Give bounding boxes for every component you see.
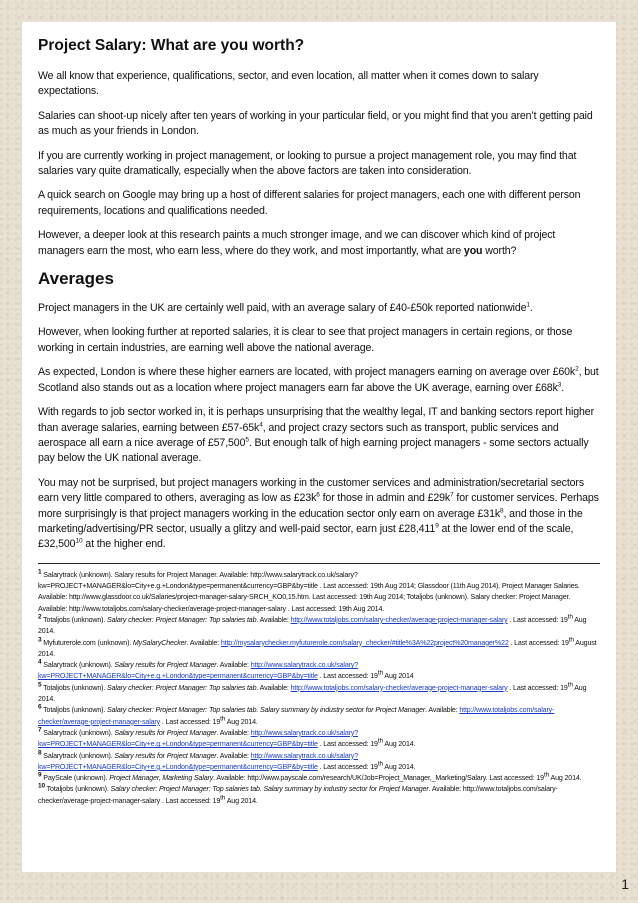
footnote-ref: 9 bbox=[435, 522, 439, 530]
averages-paragraph-4: With regards to job sector worked in, it is perhaps unsurprising that the wealthy legal, IT and banking sectors report higher than average salaries, earning between $£57-65k^4$, and project crazy sectors such as transport, public services and aerospace all earn a nice average of £57,500$^5$. But enough talk of high earning project managers - some sectors actually pay below the UK national average. bbox=[38, 406, 594, 465]
footnotes bbox=[38, 570, 600, 807]
page-title: Project Salary: What are you worth? bbox=[38, 37, 305, 54]
footnote-ref: 6 bbox=[316, 491, 320, 499]
page-number: 1 bbox=[621, 876, 629, 892]
emphasis-you: you bbox=[463, 244, 483, 257]
footnote-7: $^7$ Salarytrack (unknown). Salary results for Project Manager. Available: http://www.salarytrack.co.uk/salary?kw=PROJECT+MANAGER&lo=City+e.g.+London&type=permanent&currency=GBP&by=title . Last accessed: 19th Aug 2014. bbox=[38, 726, 416, 749]
footnote-ref: 3 bbox=[557, 381, 562, 389]
footnote-ref: 4 bbox=[259, 420, 263, 428]
footnote-ref: 10 bbox=[75, 537, 83, 545]
averages-paragraph-5: You may not be surprised, but project managers working in the customer services and administration/secretarial sectors earn very little compared to others, averaging as low as $£23k^6$ for those in admin and $£29k^7$ for customer services. Perhaps more surprisingly is that project managers working in the education sector only earn on average $£31k^8$, and those in the marketing/advertising/PR sector, usually a glitzy and well-paid sector, earn just £28,411$^9$ at the lower end of the scale, £32,500$^{10}$ at the higher end. bbox=[38, 476, 599, 551]
intro-paragraph-2: Salaries can shoot-up nicely after ten years of working in your particular field, or you might find that you aren’t getting paid as much as your friends in London. bbox=[38, 109, 593, 138]
averages-paragraph-3: As expected, London is where these higher earners are located, with project managers earning on average over $£60k^2$, but Scotland also stands out as a location where project managers earn far above the UK average, earning over $£68k^3$. bbox=[38, 365, 599, 394]
footnote-link[interactable]: http://www.salarytrack.co.uk/salary?kw=PROJECT+MANAGER&lo=City+e.g.+London&type=permanent&currency=GBP&by=title bbox=[38, 728, 359, 749]
footnote-10: $^{10}$ Totaljobs (unknown). Salary checker: Project Manager: Top salaries tab. Salary summary by industry sector for Project Manager. Available: http://www.totaljobs.com/salary-checker/average-project-manager-salary . Last accessed: 19th Aug 2014. bbox=[38, 783, 558, 805]
footnote-5: $^5$ Totaljobs (unknown). Salary checker: Project Manager: Top salaries tab. Available: http://www.totaljobs.com/salary-checker/average-project-manager-salary . Last accessed: 19th Aug 2014. bbox=[38, 681, 587, 704]
footnote-link[interactable]: http://www.totaljobs.com/salary-checker/average-project-manager-salary bbox=[290, 683, 508, 692]
footnote-link[interactable]: http://www.totaljobs.com/salary-checker/average-project-manager-salary bbox=[38, 706, 555, 726]
footnote-link[interactable]: http://www.salarytrack.co.uk/salary?kw=PROJECT+MANAGER&lo=City+e.g.+London&type=permanent&currency=GBP&by=title bbox=[38, 661, 359, 681]
footnote-divider bbox=[38, 563, 600, 564]
footnote-link[interactable]: http://www.totaljobs.com/salary-checker/average-project-manager-salary bbox=[290, 615, 508, 624]
footnote-9: $^9$ PayScale (unknown). Project Manager, Marketing Salary. Available: http://www.payscale.com/research/UK/Job=Project_Manager,_Marketing/Salary. Last accessed: 19th Aug 2014. bbox=[38, 771, 582, 783]
section-heading-averages: Averages bbox=[38, 269, 114, 289]
intro-paragraph-3: If you are currently working in project management, or looking to pursue a project management role, you may find that salaries vary quite dramatically, especially when the above factors are taken into consideration. bbox=[38, 149, 577, 178]
footnote-ref: 7 bbox=[450, 491, 454, 499]
intro-paragraph-5: However, a deeper look at this research paints a much stronger image, and we can discover which kind of project managers earn the most, who earn less, where do they work, and most importantly, what are you worth? bbox=[38, 229, 556, 257]
footnote-link[interactable]: http://mysalarychecker.myfuturerole.com/salary_checker/#title%3A%22project%20manager%22 bbox=[220, 638, 509, 647]
averages-paragraph-2: However, when looking further at reported salaries, it is clear to see that project managers in certain regions, or those working in certain industries, are earning well above the national average. bbox=[38, 326, 573, 354]
footnote-ref: 8 bbox=[500, 507, 504, 514]
footnote-1: $^1$ Salarytrack (unknown). Salary results for Project Manager. Available: http://www.salarytrack.co.uk/salary?kw=PROJECT+MANAGER&lo=City+e.g.+London&type=permanent&currency=GBP&by=title . Last accessed: 19th Aug 2014; Glassdoor (11th Aug 2014). Project Manager Salaries. Available: http://www.glassdoor.co.uk/Salaries/project-manager-salary-SRCH_KO0,15.htm. Last accessed: 19th Aug 2014; Totaljobs (unknown). Salary checker: Project Manager. Available: http://www.totaljobs.com/salary-checker/average-project-manager-salary . Last accessed: 19th Aug 2014. bbox=[38, 568, 580, 613]
footnote-3: $^3$ Myfuturerole.com (unknown). MySalaryChecker. Available: http://mysalarychecker.myfuturerole.com/salary_checker/#title%3A%22project%20manager%22 . Last accessed: 19th August 2014. bbox=[38, 636, 597, 658]
averages-paragraph-1: Project managers in the UK are certainly well paid, with an average salary of £40-£50k reported nationwide$^1$. bbox=[38, 301, 533, 315]
footnote-ref: 2 bbox=[575, 365, 579, 373]
footnote-6: $^6$ Totaljobs (unknown). Salary checker: Project Manager: Top salaries tab. Salary summary by industry sector for Project Manager. Available: http://www.totaljobs.com/salary-checker/average-project-manager-salary . Last accessed: 19th Aug 2014. bbox=[38, 703, 555, 726]
footnote-8: $^8$ Salarytrack (unknown). Salary results for Project Manager. Available: http://www.salarytrack.co.uk/salary?kw=PROJECT+MANAGER&lo=City+e.g.+London&type=permanent&currency=GBP&by=title . Last accessed: 19th Aug 2014. bbox=[38, 749, 416, 771]
intro-paragraph-4: A quick search on Google may bring up a host of different salaries for project managers, each one with different person requirements, locations and qualifications needed. bbox=[38, 189, 581, 217]
footnote-ref: 1 bbox=[526, 301, 530, 309]
footnote-ref: 5 bbox=[245, 436, 249, 444]
intro-paragraph-1: We all know that experience, qualifications, sector, and even location, all matter when it comes down to salary expectations. bbox=[38, 70, 539, 98]
footnote-2: $^2$ Totaljobs (unknown). Salary checker: Project Manager: Top salaries tab. Available: http://www.totaljobs.com/salary-checker/average-project-manager-salary . Last accessed: 19th Aug 2014. bbox=[38, 613, 587, 636]
footnote-4: $^4$ Salarytrack (unknown). Salary results for Project Manager. Available: http://www.salarytrack.co.uk/salary?kw=PROJECT+MANAGER&lo=City+e.g.+London&type=permanent&currency=GBP&by=title . Last accessed: 19th Aug 2014 bbox=[38, 658, 414, 681]
document-page bbox=[22, 22, 616, 872]
footnote-link[interactable]: http://www.salarytrack.co.uk/salary?kw=PROJECT+MANAGER&lo=City+e.g.+London&type=permanent&currency=GBP&by=title bbox=[38, 751, 359, 771]
